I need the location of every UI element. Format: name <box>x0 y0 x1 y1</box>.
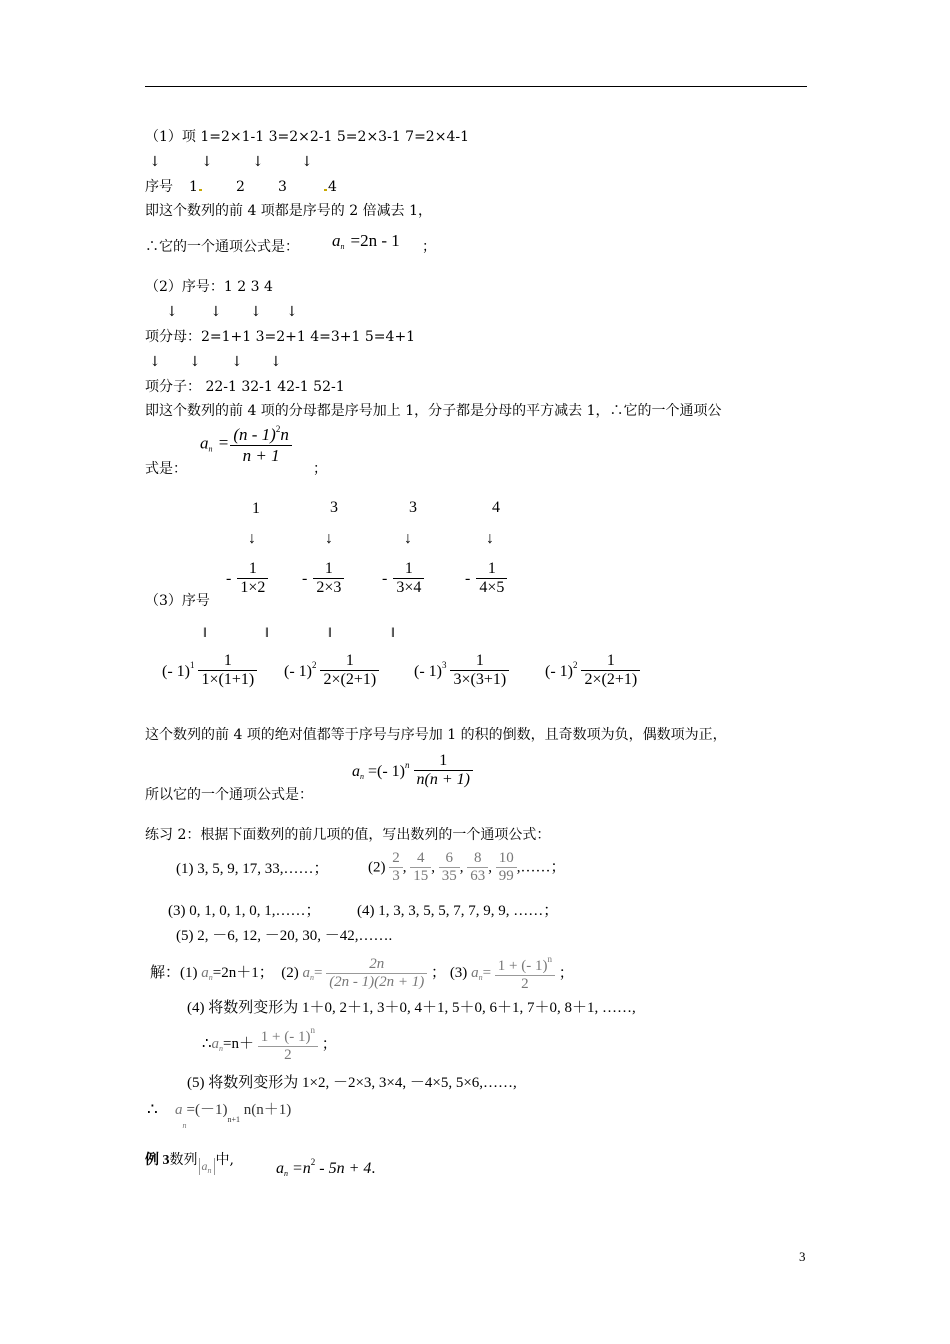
s3-expanded-3: (- 1)$^3$ $\frac{1}{3\times(3+1)}$ <box>414 652 509 690</box>
s2-arrow-a1: ↓ <box>166 304 178 320</box>
s2-arrow-b4: ↓ <box>270 354 282 370</box>
s3-parallel-1: ‖ <box>203 626 207 641</box>
s2-arrow-b3: ↓ <box>231 354 243 370</box>
ex3-formula: $a_n =n^2 - 5n + 4$. <box>276 1157 376 1178</box>
sol-line4-formula: $\therefore a_n=n+$ $\frac{1 + (- 1)^n}{2}$ ； <box>202 1025 337 1064</box>
s1-num-2: 2 <box>236 179 245 195</box>
s3-top-2: 3 <box>330 499 338 516</box>
s2-xuhao-line: （2）序号：1 2 3 4 <box>145 279 273 295</box>
s1-conclusion: ∴它的一个通项公式是： <box>145 239 299 255</box>
s3-arrow-3: ↓ <box>404 530 412 547</box>
s1-arrow-4: ↓ <box>301 154 313 170</box>
s3-arrow-4: ↓ <box>486 530 494 547</box>
s2-desc: 即这个数列的前 4 项的分母都是序号加上 1，分子都是分母的平方减去 1，∴它的一个通项公 <box>145 403 722 419</box>
s3-frac-1: - $\frac{1}{1\times 2}$ <box>226 560 268 598</box>
ex2-p5: (5) 2, －6, 12, －20, 30, －42,……. <box>176 928 393 944</box>
s1-end: ； <box>422 239 436 255</box>
ex3-line: 例 3数列 $a_n$中, <box>145 1152 234 1175</box>
s2-fenmu-line: 项分母：2=1+1 3=2+1 4=3+1 5=4+1 <box>145 329 416 345</box>
header-rule <box>145 86 807 87</box>
s1-num-4: 4 <box>324 180 337 194</box>
s2-fenzi-line: 项分子： 22-1 32-1 42-1 52-1 <box>145 379 345 395</box>
s3-top-3: 3 <box>409 499 417 516</box>
s2-end: ； <box>313 461 327 477</box>
s3-parallel-2: ‖ <box>265 626 269 641</box>
s1-num-3: 3 <box>278 179 287 195</box>
s1-formula: $a_n =2n - 1$ <box>332 231 400 251</box>
s3-frac-2: - $\frac{1}{2\times 3}$ <box>302 560 344 598</box>
ex2-p3: (3) 0, 1, 0, 1, 0, 1,……； <box>168 903 321 919</box>
s3-arrow-2: ↓ <box>325 530 333 547</box>
ex2-p4: (4) 1, 3, 3, 5, 5, 7, 7, 9, 9, ……； <box>357 903 559 919</box>
s2-formula: $a_n$ = $\frac{(n - 1)^2n}{n + 1}$ <box>200 424 292 465</box>
s3-expanded-1: (- 1)$^1$ $\frac{1}{1\times(1+1)}$ <box>162 652 257 690</box>
s2-conclusion: 式是： <box>145 461 187 477</box>
s1-desc: 即这个数列的前 4 项都是序号的 2 倍减去 1， <box>145 203 432 219</box>
ex2-p2: (2) $\frac{2}{3}$ , $\frac{4}{15}$ , $\frac{6}{35}$ , $\frac{8}{63}$ , $\frac{10}{99}$ ,……； <box>368 850 566 885</box>
s2-arrow-b1: ↓ <box>149 354 161 370</box>
sol-line4: (4) 将数列变形为 1＋0, 2＋1, 3＋0, 4＋1, 5＋0, 6＋1, 7＋0, 8＋1, ……, <box>187 1000 636 1016</box>
s1-arrow-3: ↓ <box>252 154 264 170</box>
s3-parallel-3: ‖ <box>328 626 332 641</box>
ex2-p1: (1) 3, 5, 9, 17, 33,……； <box>176 861 329 877</box>
s3-top-4: 4 <box>492 499 500 516</box>
sol-line5: (5) 将数列变形为 1×2, －2×3, 3×4, －4×5, 5×6,……, <box>187 1075 517 1091</box>
sol-line5-formula: $a_n=(-1)_{n+1}$ n(n＋1) <box>175 1102 292 1130</box>
s3-parallel-4: ‖ <box>391 626 395 641</box>
s1-arrow-1: ↓ <box>149 154 161 170</box>
s3-formula: $a_n$ =(- 1)$^n$ $\frac{1}{n(n + 1)}$ <box>352 752 473 790</box>
s2-arrow-a4: ↓ <box>286 304 298 320</box>
s3-conclusion: 所以它的一个通项公式是： <box>145 787 313 803</box>
sol-line5-therefore: ∴ <box>147 1100 158 1119</box>
s3-desc: 这个数列的前 4 项的绝对值都等于序号与序号加 1 的积的倒数，且奇数项为负，偶数项为正， <box>145 727 727 743</box>
s3-top-1: 1 <box>252 500 260 517</box>
s2-arrow-a3: ↓ <box>250 304 262 320</box>
s3-frac-3: - $\frac{1}{3\times 4}$ <box>382 560 424 598</box>
s1-line1: （1）项 1=2×1-1 3=2×2-1 5=2×3-1 7=2×4-1 <box>145 129 469 145</box>
s3-frac-4: - $\frac{1}{4\times 5}$ <box>465 560 507 598</box>
s2-arrow-b2: ↓ <box>189 354 201 370</box>
ex2-title: 练习 2：根据下面数列的前几项的值，写出数列的一个通项公式： <box>145 827 551 843</box>
s3-expanded-4: (- 1)$^2$ $\frac{1}{2\times(2+1)}$ <box>545 652 640 690</box>
sol-line1: 解：(1) $a_n=2n+1$； (2) $a_n=$ $\frac{2n}{(2n - 1)(2n + 1)}$ ； (3) $a_n=$ $\frac{1 + (- 1)^n}{2}$ ； <box>150 954 574 993</box>
s1-arrow-2: ↓ <box>201 154 213 170</box>
s3-label: （3）序号 <box>145 593 210 609</box>
s3-expanded-2: (- 1)$^2$ $\frac{1}{2\times(2+1)}$ <box>284 652 379 690</box>
s2-arrow-a2: ↓ <box>210 304 222 320</box>
s3-arrow-1: ↓ <box>248 530 256 547</box>
s1-xuhao: 序号 <box>145 179 173 195</box>
s1-num-1: 1 <box>189 180 202 194</box>
page-number: 3 <box>799 1249 806 1264</box>
